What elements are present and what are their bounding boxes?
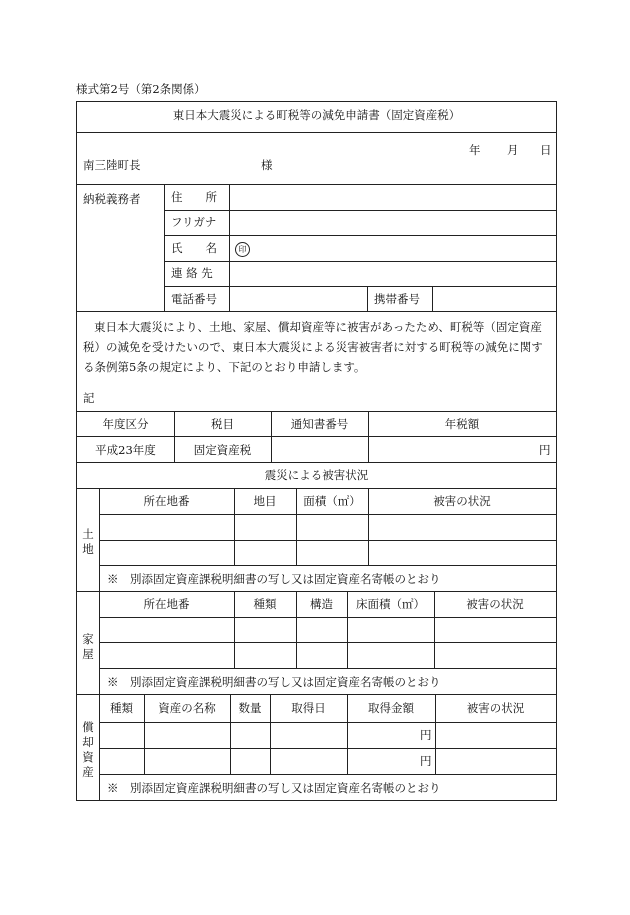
tax-row-year: 平成23年度 — [95, 443, 156, 457]
house-header-structure: 構造 — [310, 597, 333, 611]
dep-header-damage: 被害の状況 — [466, 701, 525, 715]
tax-row-item: 固定資産税 — [193, 443, 252, 457]
addressee-honorific: 様 — [261, 158, 273, 172]
phone-label: 電話番号 — [171, 292, 217, 306]
dep-row1-amount-unit: 円 — [420, 728, 432, 742]
address-label: 住 所 — [171, 190, 217, 204]
date-year: 年 — [469, 143, 481, 157]
taxpayer-label: 納税義務者 — [83, 192, 141, 206]
ki-label: 記 — [83, 391, 95, 405]
date-day: 日 — [540, 143, 552, 157]
land-label: 土 地 — [82, 527, 94, 556]
dep-header-date: 取得日 — [291, 701, 326, 715]
land-header-damage: 被害の状況 — [433, 494, 491, 508]
land-header-category: 地目 — [253, 494, 277, 508]
furigana-label: フリガナ — [171, 215, 217, 229]
land-note: ※ 別添固定資産課税明細書の写し又は固定資産名寄帳のとおり — [107, 572, 441, 586]
land-header-location: 所在地番 — [143, 494, 190, 508]
seal-mark: 印 — [235, 242, 250, 257]
land-header-area: 面積（㎡） — [303, 494, 361, 508]
tax-row-amount-unit: 円 — [539, 443, 551, 457]
dep-header-amount: 取得金額 — [368, 701, 414, 715]
date-month: 月 — [507, 143, 519, 157]
tax-header-amount: 年税額 — [444, 417, 480, 431]
dep-header-type: 種類 — [110, 701, 133, 715]
house-note: ※ 別添固定資産課税明細書の写し又は固定資産名寄帳のとおり — [107, 675, 441, 689]
form-title: 東日本大震災による町税等の減免申請書（固定資産税） — [172, 108, 461, 122]
house-label: 家 屋 — [82, 632, 94, 661]
addressee-name: 南三陸町長 — [83, 158, 141, 172]
depreciable-note: ※ 別添固定資産課税明細書の写し又は固定資産名寄帳のとおり — [107, 781, 441, 795]
tax-header-item: 税目 — [211, 417, 234, 431]
house-header-damage: 被害の状況 — [466, 597, 524, 611]
house-header-location: 所在地番 — [143, 597, 190, 611]
damage-title: 震災による被害状況 — [264, 468, 369, 482]
tax-header-year: 年度区分 — [102, 417, 149, 431]
application-statement: 東日本大震災により、土地、家屋、償却資産等に被害があったため、町税等（固定資産税）の減免を受けたいので、東日本大震災による災害被害者に対する町税等の減免に関する条例第5条の規定により、下記のとおり申請します。 — [83, 320, 543, 374]
mobile-label: 携帯番号 — [374, 292, 420, 306]
house-header-type: 種類 — [253, 597, 277, 611]
tax-header-number: 通知書番号 — [290, 417, 349, 431]
form-number: 様式第2号（第2条関係） — [76, 82, 206, 96]
dep-row2-amount-unit: 円 — [420, 754, 432, 768]
name-label: 氏 名 — [171, 241, 217, 255]
depreciable-label: 償 却 資 産 — [82, 720, 94, 779]
house-header-floor-area: 床面積（㎡） — [356, 597, 425, 611]
application-form — [76, 101, 557, 801]
contact-label: 連 絡 先 — [171, 266, 213, 280]
dep-header-quantity: 数量 — [238, 701, 262, 715]
dep-header-name: 資産の名称 — [158, 701, 216, 715]
